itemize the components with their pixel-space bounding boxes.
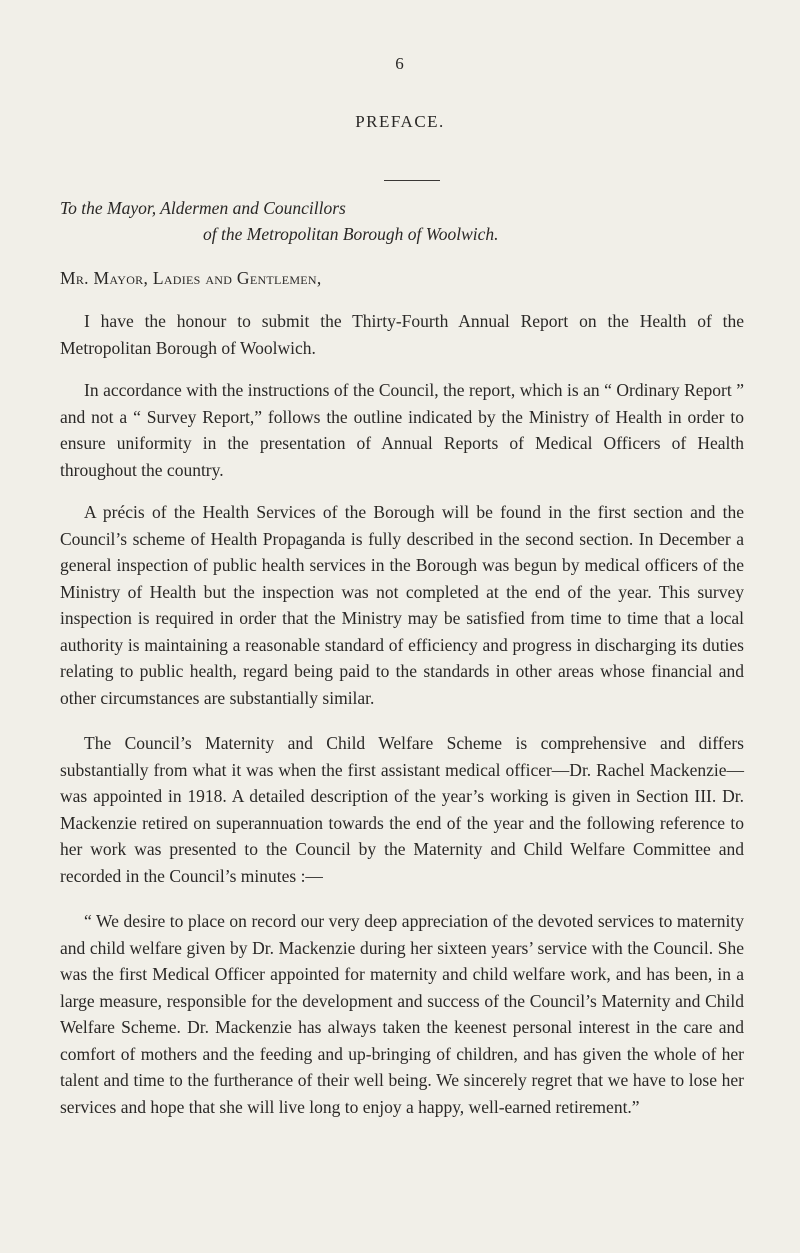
body-text [60, 308, 744, 1120]
page-title: PREFACE. [355, 112, 445, 131]
paragraph-2: In accordance with the instructions of the Council, the report, which is an “ Ordinary Report ” and not a “ Survey Report,” follows the outline indicated by the Ministry of Health in order to ensure uniformity in the presentation of Annual Reports of Medical Officers of Health throughout the country. [60, 380, 744, 480]
address-line-1: To the Mayor, Aldermen and Councillors [60, 198, 346, 218]
page-number: 6 [395, 54, 405, 73]
title-divider [384, 180, 440, 181]
paragraph-quote: “ We desire to place on record our very deep appreciation of the devoted services to maternity and child welfare given by Dr. Mackenzie during her sixteen years’ service with the Council. She was the first Medical Officer appointed for maternity and child welfare work, and has been, in a large measure, responsible for the development and success of the Council’s Maternity and Child Welfare Scheme. Dr. Mackenzie has always taken the keenest personal interest in the care and comfort of mothers and the feeding and up-bringing of children, and has given the whole of her talent and time to the furtherance of their well being. We sincerely regret that we have to lose her services and hope that she will live long to enjoy a happy, well-earned retirement.” [60, 911, 744, 1117]
paragraph-4: The Council’s Maternity and Child Welfare Scheme is comprehensive and differs substantially from what it was when the first assistant medical officer—Dr. Rachel Mackenzie—was appointed in 1918. A detailed description of the year’s working is given in Section III. Dr. Mackenzie retired on superannuation towards the end of the year and the following reference to her work was presented to the Council by the Maternity and Child Welfare Committee and recorded in the Council’s minutes :— [60, 733, 744, 886]
address-line-2: of the Metropolitan Borough of Woolwich. [203, 224, 499, 244]
paragraph-1: I have the honour to submit the Thirty-Fourth Annual Report on the Health of the Metropolitan Borough of Woolwich. [60, 311, 744, 358]
paragraph-3: A précis of the Health Services of the Borough will be found in the first section and the Council’s scheme of Health Propaganda is fully described in the second section. In December a general inspection of public health services in the Borough was begun by medical officers of the Ministry of Health but the inspection was not completed at the end of the year. This survey inspection is required in order that the Ministry may be satisfied from time to time that a local authority is maintaining a reasonable standard of efficiency and progress in discharging its duties relating to public health, regard being paid to the standards in other areas whose financial and other circumstances are substantially similar. [60, 502, 744, 708]
salutation: Mr. Mayor, Ladies and Gentlemen, [60, 268, 322, 288]
